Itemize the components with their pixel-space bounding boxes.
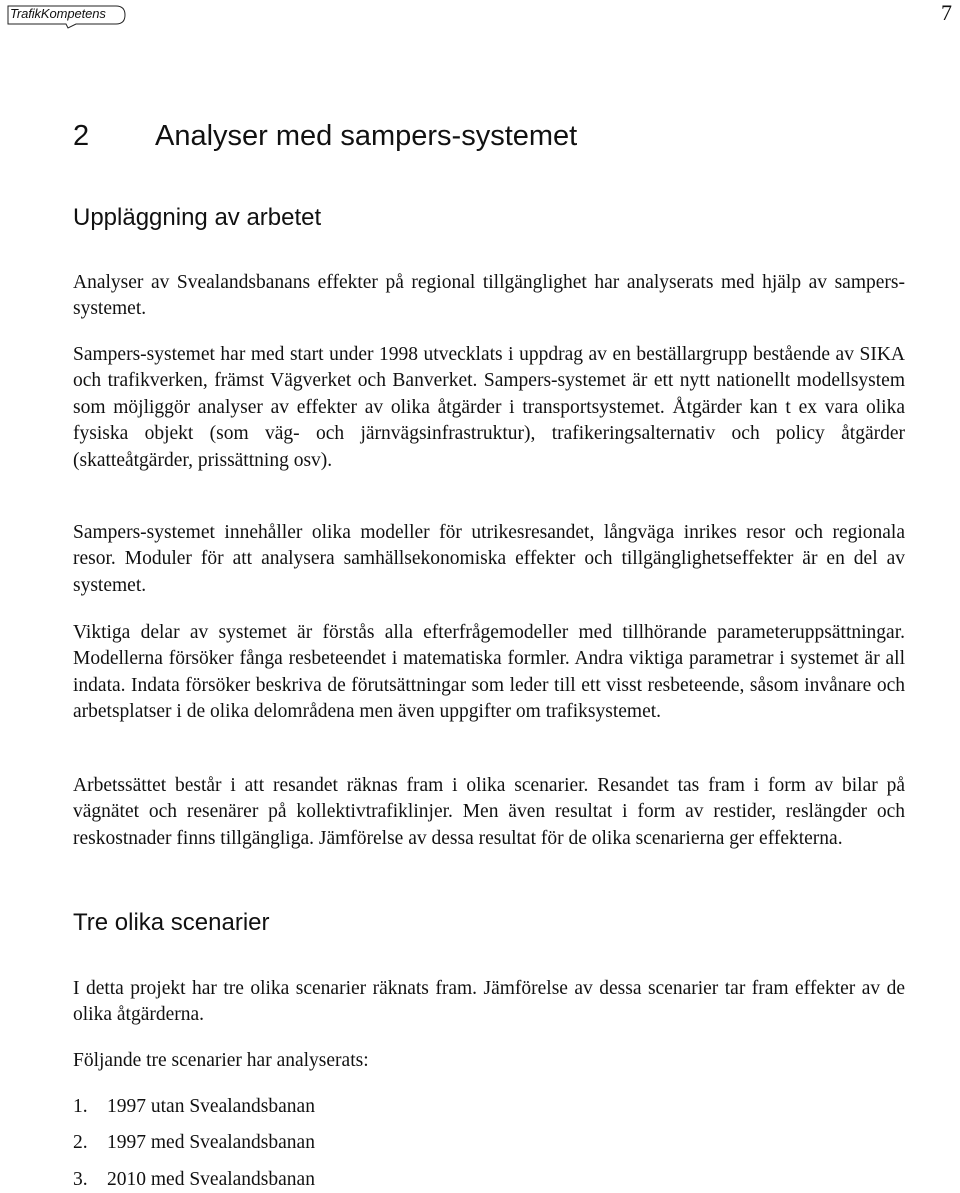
paragraph: Arbetssättet består i att resandet räknas fram i olika scenarier. Resandet tas fram i form av bilar på vägnätet och resenärer på kollektivtrafiklinjer. Men även resultat i form av restider, reslängder och reskostnader finns tillgängliga. Jämförelse av dessa resultat för de olika scenarierna ger effekterna. — [73, 775, 905, 849]
section-heading-upplaggning: Uppläggning av arbetet — [73, 204, 322, 231]
list-item-number: 3. — [73, 1169, 88, 1190]
list-item-text: 2010 med Svealandsbanan — [107, 1169, 315, 1190]
list-item — [73, 1167, 315, 1193]
chapter-number: 2 — [73, 120, 90, 152]
page-number: 7 — [941, 0, 952, 25]
chapter-title: Analyser med sampers-systemet — [155, 120, 578, 152]
paragraph: Viktiga delar av systemet är förstås alla efterfrågemodeller med tillhörande parameteruppsättningar. Modellerna försöker fånga resbeteendet i matematiska formler. Andra viktiga parametrar i systemet är all indata. Indata försöker beskriva de förutsättningar som leder till ett visst resbeteende, såsom invånare och arbetsplatser i de olika delområdena men även uppgifter om trafiksystemet. — [73, 622, 905, 723]
paragraph: Sampers-systemet har med start under 1998 utvecklats i uppdrag av en beställargrupp bestående av SIKA och trafikverken, främst Vägverket och Banverket. Sampers-systemet är ett nytt nationellt modellsystem som möjliggör analyser av effekter av olika åtgärder i transportsystemet. Åtgärder kan t ex vara olika fysiska objekt (som väg- och järnvägsinfrastruktur), trafikeringsalternativ och policy åtgärder (skatteåtgärder, prissättning osv). — [73, 344, 905, 471]
list-item-number: 2. — [73, 1132, 88, 1153]
list-item — [73, 1094, 315, 1120]
list-item-text: 1997 utan Svealandsbanan — [107, 1096, 315, 1117]
chapter-heading — [73, 118, 577, 154]
paragraph: Analyser av Svealandsbanans effekter på regional tillgänglighet har analyserats med hjälp av sampers-systemet. — [73, 272, 905, 320]
logo-text: TrafikKompetens — [10, 6, 106, 21]
paragraph: I detta projekt har tre olika scenarier räknats fram. Jämförelse av dessa scenarier tar fram effekter av de olika åtgärderna. — [73, 978, 905, 1026]
list-item-text: 1997 med Svealandsbanan — [107, 1132, 315, 1153]
trafikkompetens-logo — [6, 3, 126, 27]
list-item-number: 1. — [73, 1096, 88, 1117]
list-item — [73, 1130, 315, 1156]
paragraph: Sampers-systemet innehåller olika modeller för utrikesresandet, långväga inrikes resor och regionala resor. Moduler för att analysera samhällsekonomiska effekter och tillgänglighetseffekter är en del av systemet. — [73, 522, 905, 596]
paragraph: Följande tre scenarier har analyserats: — [73, 1050, 369, 1071]
section-heading-scenarier: Tre olika scenarier — [73, 909, 270, 936]
